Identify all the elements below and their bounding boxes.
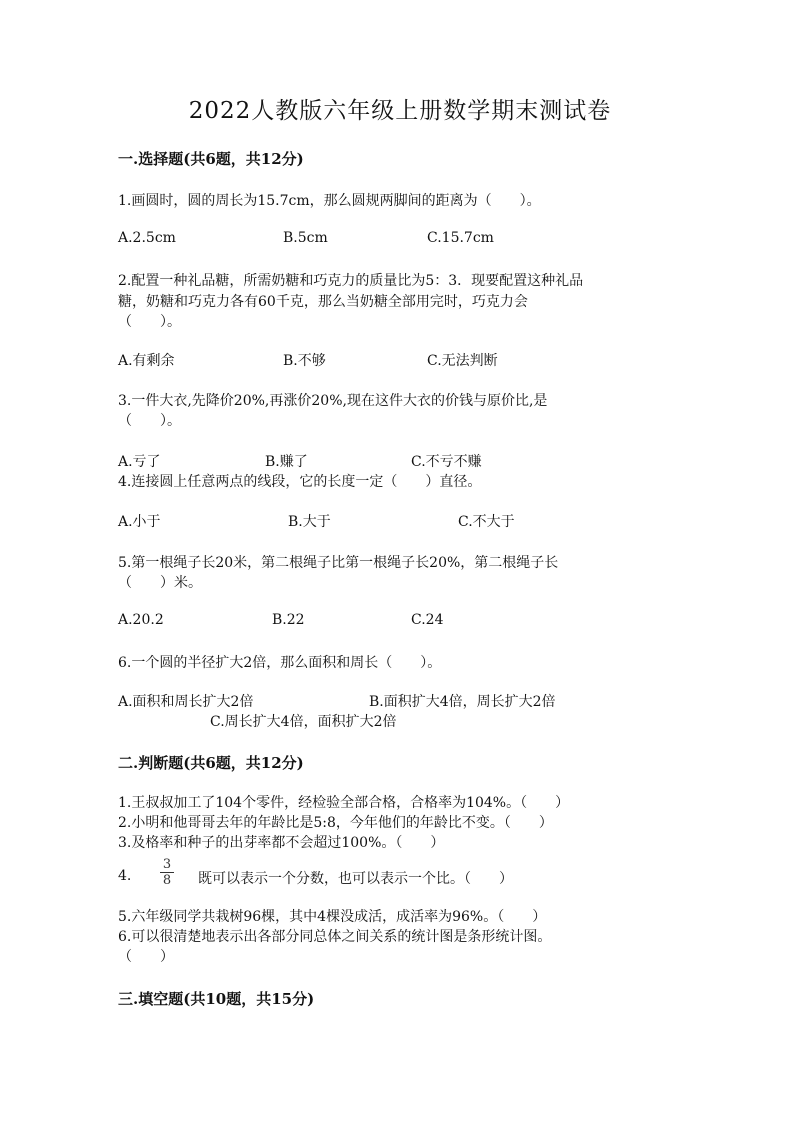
answer-blank: （ ）。 (118, 413, 181, 429)
option-b: B.赚了 (265, 454, 308, 470)
option-a: A.面积和周长扩大2倍 (118, 694, 254, 710)
option-a: A.20.2 (118, 612, 164, 628)
option-a: A.有剩余 (118, 353, 175, 369)
option-c: C.不大于 (458, 514, 515, 530)
answer-blank: （ ）。 (118, 314, 181, 330)
question-stem: 2.小明和他哥哥去年的年龄比是5:8，今年他们的年龄比不变。（ ） (118, 815, 553, 831)
exam-title: 2022人教版六年级上册数学期末测试卷 (188, 98, 612, 124)
question-stem: 6.可以很清楚地表示出各部分同总体之间关系的统计图是条形统计图。 (118, 929, 552, 945)
section-heading-choice: 一.选择题(共6题，共12分) (118, 150, 304, 168)
option-b: B.5cm (283, 230, 328, 246)
option-c: C.不亏不赚 (411, 454, 482, 470)
option-a: A.亏了 (118, 454, 161, 470)
answer-blank: （ ） (118, 949, 174, 965)
option-a: A.2.5cm (118, 230, 176, 246)
question-stem: 5.第一根绳子长20米，第二根绳子比第一根绳子长20%，第二根绳子长 (118, 555, 559, 571)
fraction-denominator: 8 (162, 873, 172, 888)
fraction (158, 858, 176, 887)
option-a: A.小于 (118, 514, 161, 530)
question-stem: 6.一个圆的半径扩大2倍，那么面积和周长（ ）。 (118, 655, 442, 671)
question-stem: 4.连接圆上任意两点的线段，它的长度一定（ ）直径。 (118, 474, 482, 490)
option-b: B.面积扩大4倍，周长扩大2倍 (369, 694, 556, 710)
question-number: 4. (118, 868, 132, 884)
fraction-numerator: 3 (162, 857, 172, 872)
question-stem: 既可以表示一个分数，也可以表示一个比。（ ） (198, 871, 513, 887)
section-heading-judgement: 二.判断题(共6题，共12分) (118, 754, 304, 772)
option-c: C.24 (411, 612, 444, 628)
option-c: C.15.7cm (427, 230, 494, 246)
question-stem: 糖，奶糖和巧克力各有60千克，那么当奶糖全部用完时，巧克力会 (118, 294, 528, 310)
question-stem: 3.及格率和种子的出芽率都不会超过100%。（ ） (118, 835, 445, 851)
option-b: B.22 (272, 612, 305, 628)
question-stem: 2.配置一种礼品糖，所需奶糖和巧克力的质量比为5：3．现要配置这种礼品 (118, 273, 584, 289)
option-c: C.周长扩大4倍，面积扩大2倍 (210, 714, 397, 730)
question-stem: 3.一件大衣,先降价20%,再涨价20%,现在这件大衣的价钱与原价比,是 (118, 393, 548, 409)
question-stem: 1.画圆时，圆的周长为15.7cm，那么圆规两脚间的距离为（ ）。 (118, 193, 541, 209)
question-stem: 5.六年级同学共栽树96棵，其中4棵没成活，成活率为96%。（ ） (118, 909, 547, 925)
option-b: B.不够 (283, 353, 326, 369)
answer-blank: （ ）米。 (118, 575, 202, 591)
option-c: C.无法判断 (427, 353, 498, 369)
option-b: B.大于 (288, 514, 331, 530)
section-heading-fill-in: 三.填空题(共10题，共15分) (118, 990, 315, 1008)
question-stem: 1.王叔叔加工了104个零件，经检验全部合格，合格率为104%。（ ） (118, 795, 570, 811)
